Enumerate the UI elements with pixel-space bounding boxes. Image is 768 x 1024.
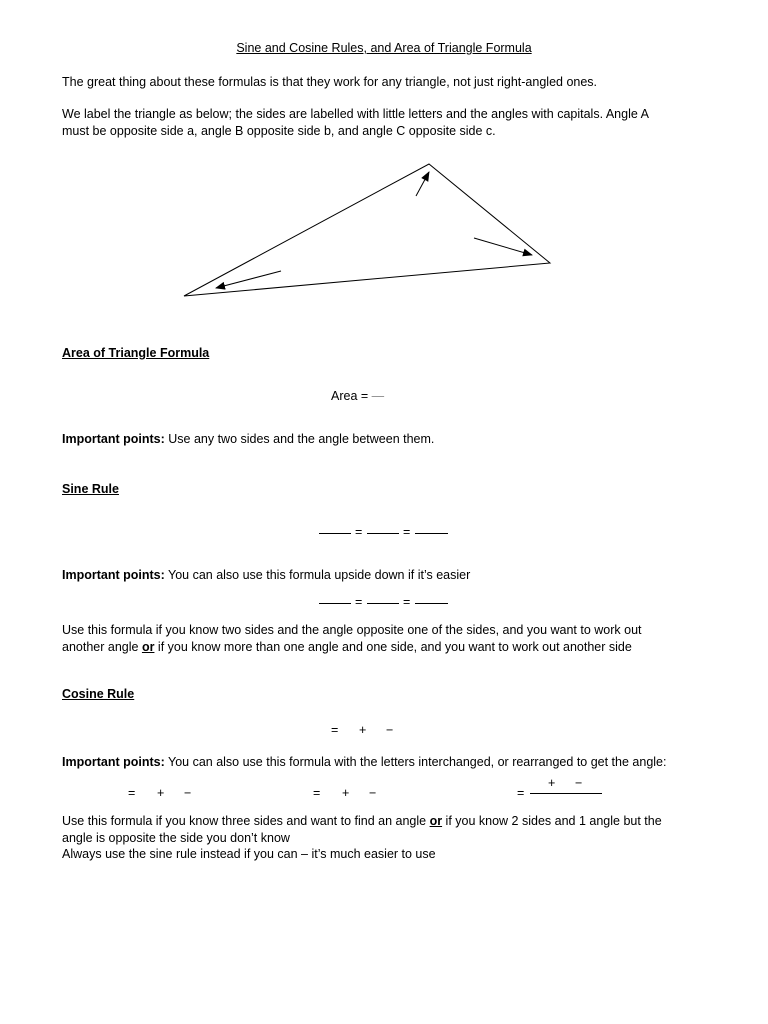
cosine-advice: Always use the sine rule instead if you can – it’s much easier to use — [62, 847, 436, 861]
sine-equals-2: = — [403, 525, 411, 539]
sine-inv-fraction-2 — [367, 603, 399, 604]
sine-inv-equals-2: = — [403, 595, 411, 609]
cosine-equals: = — [331, 723, 339, 737]
cosine-angle-fraction-bar — [530, 793, 602, 794]
area-points-label: Important points: — [62, 432, 165, 446]
cosine-minus: − — [386, 723, 394, 737]
labelling-line-1: We label the triangle as below; the sides are labelled with little letters and the angles with capitals. Angle A — [62, 107, 649, 121]
sine-usage-or: or — [141, 639, 155, 654]
cosine-points — [62, 755, 666, 769]
sine-fraction-3 — [415, 533, 448, 534]
area-points-text: Use any two sides and the angle between them. — [164, 432, 435, 446]
cosine-variant-2-plus: + — [342, 786, 350, 800]
cosine-points-label: Important points: — [62, 755, 165, 769]
labelling-line-2: must be opposite side a, angle B opposite side b, and angle C opposite side c. — [62, 123, 496, 138]
cosine-points-text: You can also use this formula with the letters interchanged, or rearranged to get the angle: — [164, 755, 667, 769]
sine-usage-line-1: Use this formula if you know two sides and the angle opposite one of the sides, and you want to work out — [62, 623, 642, 637]
page-title: Sine and Cosine Rules, and Area of Triangle Formula — [236, 41, 532, 55]
cosine-variant-1-plus: + — [157, 786, 165, 800]
sine-heading: Sine Rule — [62, 482, 119, 496]
triangle-shape — [184, 164, 550, 296]
sine-equals-1: = — [355, 525, 363, 539]
arrow-top-vertex — [416, 172, 429, 196]
triangle-diagram — [0, 0, 768, 320]
cosine-variant-2-equals: = — [313, 786, 321, 800]
intro-text: The great thing about these formulas is that they work for any triangle, not just right-angled ones. — [62, 75, 598, 89]
cosine-angle-equals: = — [517, 786, 525, 800]
cosine-usage-line-1: Use this formula if you know three sides and want to find an angle or if you know 2 sides and 1 angle but the — [62, 814, 662, 828]
area-formula-fraction: — — [371, 389, 385, 403]
sine-fraction-2 — [367, 533, 399, 534]
area-heading: Area of Triangle Formula — [62, 346, 210, 360]
sine-points — [62, 568, 470, 582]
cosine-plus: + — [359, 723, 367, 737]
cosine-variant-1-equals: = — [128, 786, 136, 800]
cosine-usage-or: or — [429, 814, 443, 828]
cosine-usage-line-2: angle is opposite the side you don’t know — [62, 830, 290, 845]
sine-points-label: Important points: — [62, 568, 165, 582]
sine-usage-line-2: another angle or if you know more than one angle and one side, and you want to work out another side — [62, 639, 632, 654]
cosine-angle-plus: + — [548, 776, 556, 790]
cosine-variant-1-minus: − — [184, 786, 192, 800]
sine-usage — [62, 622, 712, 655]
sine-inv-fraction-3 — [415, 603, 448, 604]
cosine-heading: Cosine Rule — [62, 687, 135, 701]
cosine-usage — [62, 813, 712, 863]
sine-fraction-1 — [319, 533, 351, 534]
area-formula-label: Area = — [331, 389, 369, 403]
sine-inv-equals-1: = — [355, 595, 363, 609]
sine-inv-fraction-1 — [319, 603, 351, 604]
sine-points-text: You can also use this formula upside down if it’s easier — [164, 568, 471, 582]
cosine-angle-minus: − — [575, 776, 583, 790]
area-points — [62, 432, 434, 446]
cosine-variant-2-minus: − — [369, 786, 377, 800]
area-formula — [331, 389, 384, 403]
